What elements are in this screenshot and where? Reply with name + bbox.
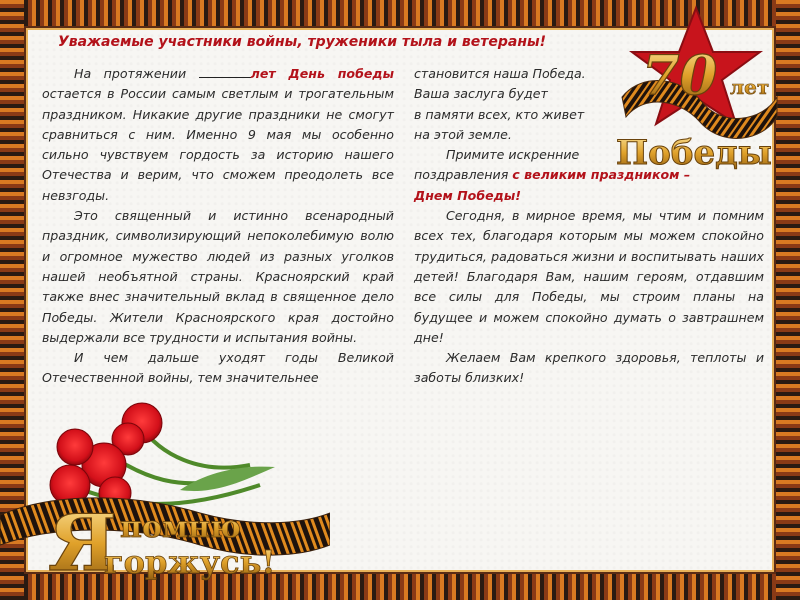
exclamation: ! xyxy=(515,187,521,203)
badge-number: 70 xyxy=(642,43,718,107)
line-victory: становится наша Победа. xyxy=(414,66,586,81)
paragraph-wishes: Желаем Вам крепкого здоровья, теплоты и заботы близких! xyxy=(414,350,764,386)
letter-left-column xyxy=(42,64,394,389)
page-title: Уважаемые участники войны, труженики тыла и ветераны! xyxy=(58,34,547,50)
line-memory: в памяти всех, кто живет xyxy=(414,106,585,122)
badge-word-bottom: Победы xyxy=(616,133,772,172)
carnation-flowers-icon xyxy=(50,403,162,509)
line-victory-day xyxy=(414,186,764,206)
blank-line xyxy=(199,67,251,78)
line-merit: Ваша заслуга будет xyxy=(414,86,548,102)
carnations-emblem xyxy=(0,395,330,600)
leaf-icon xyxy=(180,467,275,491)
line-accept: Примите искренние xyxy=(446,147,580,163)
great-holiday-highlight: с великим праздником – xyxy=(512,167,691,183)
slogan-line1: помню xyxy=(120,510,241,545)
victory-day-highlight: лет День победы xyxy=(250,66,394,81)
victory-70-badge xyxy=(612,2,780,172)
paragraph-years: И чем дальше уходят годы Великой Отечественной войны, тем значительнее xyxy=(42,350,394,386)
congrats-text: поздравления xyxy=(414,167,513,183)
paragraph-peace: Сегодня, в мирное время, мы чтим и помним всех тех, благодаря которым мы можем спокойно трудиться, радоваться жизни и воспитывать наших детей! Благодаря Вам, нашим героям, отдавшим все силы для Победы, мы строим планы на будущее и можем спокойно думать о завтрашнем дне! xyxy=(414,208,764,345)
intro-lead-text: На протяжении xyxy=(74,66,199,81)
slogan-line2: горжусь! xyxy=(104,543,276,581)
line-land: на этой земле. xyxy=(414,126,512,142)
intro-rest-text: остается в России самым светлым и трогательным праздником. Никакие другие праздники не смогут сравниться с ним. Именно 9 мая мы особенно сильно чувствуем гордость за историю нашего Отечества и верим, что сможем преодолеть все невзгоды. xyxy=(42,86,394,203)
badge-word-top: лет xyxy=(730,75,770,99)
paragraph-intro xyxy=(42,64,394,206)
victory-day-red: Днем Победы xyxy=(414,187,516,203)
slogan-letter: Я xyxy=(48,498,117,589)
paragraph-holiday: Это священный и истинно всенародный праздник, символизирующий непоколебимую волю и огромное мужество людей из разных уголков нашей необъятной страны. Красноярский край также внес значительный вклад в священное дело Победы. Жители Красноярского края достойно выдержали все трудности и испытания войны. xyxy=(42,208,394,345)
